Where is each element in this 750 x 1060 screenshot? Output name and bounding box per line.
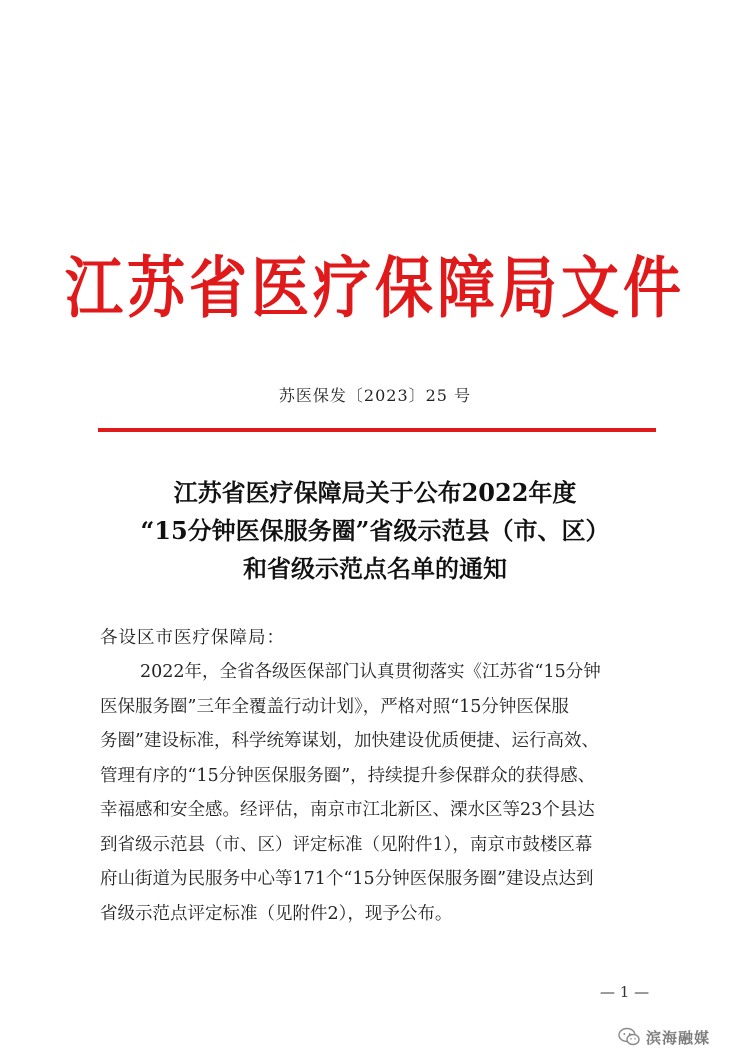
title-line: 江苏省医疗保障局关于公布2022年度 <box>173 478 577 507</box>
body-line: 幸福感和安全感。经评估，南京市江北新区、溧水区等23个县达 <box>100 800 595 820</box>
document-title <box>90 474 660 588</box>
document-masthead: 江苏省医疗保障局文件 <box>64 248 685 328</box>
title-line: “15分钟医保服务圈”省级示范县（市、区） <box>140 516 610 545</box>
body-line: 医保服务圈”三年全覆盖行动计划》，严格对照“15分钟医保服 <box>100 696 569 717</box>
wechat-icon <box>618 1027 640 1047</box>
body-line: 2022年，全省各级医保部门认真贯彻落实《江苏省“15分钟 <box>140 662 601 682</box>
body-line: 到省级示范县（市、区）评定标准（见附件1），南京市鼓楼区幕 <box>100 834 593 855</box>
watermark-text: 滨海融媒 <box>646 1028 711 1047</box>
document-number: 苏医保发〔2023〕25 号 <box>278 386 472 405</box>
body-line: 管理有序的“15分钟医保服务圈”，持续提升参保群众的获得感、 <box>100 765 596 786</box>
body-line: 务圈”建设标准，科学统筹谋划，加快建设优质便捷、运行高效、 <box>100 731 599 751</box>
title-line: 和省级示范点名单的通知 <box>243 554 507 583</box>
body-line: 府山街道为民服务中心等171个“15分钟医保服务圈”建设点达到 <box>100 869 594 889</box>
source-watermark <box>618 1025 710 1049</box>
body-line: 省级示范点评定标准（见附件2），现予公布。 <box>100 903 453 924</box>
page-number: — 1 — <box>600 983 650 1001</box>
body-paragraph <box>100 655 656 931</box>
salutation: 各设区市医疗保障局： <box>100 628 285 648</box>
red-divider-line <box>98 428 656 432</box>
